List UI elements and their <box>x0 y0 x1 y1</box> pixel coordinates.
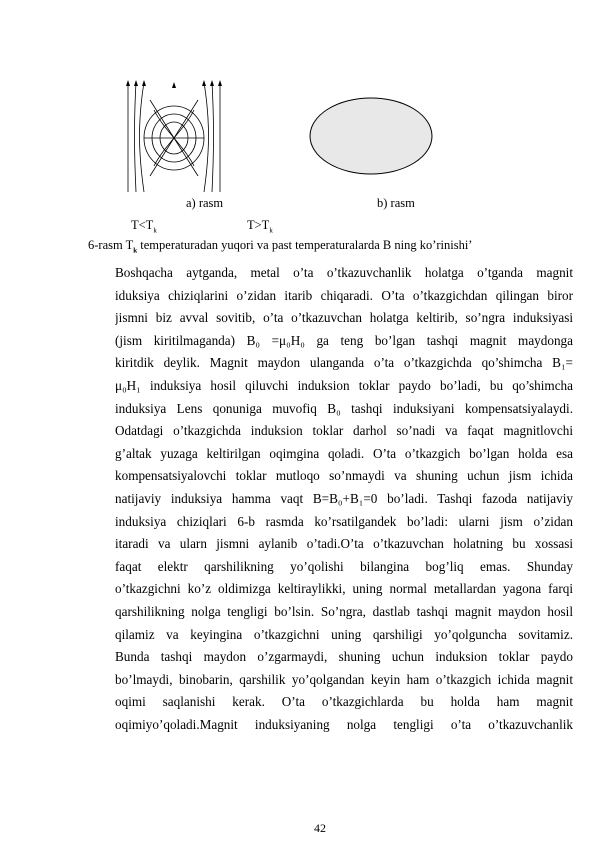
body-line: μ₀H₁ induksiya hosil qiluvchi induksion toklar paydo bo’ladi, bu qo’shimcha <box>115 377 573 393</box>
body-line: Bunda tashqi maydon o’zgarmaydi, shuning uchun induksion toklar paydo <box>115 649 573 665</box>
body-line: natijaviy induksiya hamma vaqt B=B₀+B₁=0 bo’ladi. Tashqi fazoda natijaviy <box>115 490 573 506</box>
figure-a-label: a) rasm <box>186 196 224 210</box>
body-line: o’tkazgichni ko’z oldimizga keltiraylikki, uning normal metallardan yagona farqi <box>115 581 573 597</box>
body-line: induksiya chiziqlari 6-b rasmda ko’rsatilgandek bo’ladi: ularni jism o’zidan <box>115 513 573 529</box>
figure-a-condition: $T<T_k$ <box>131 218 157 235</box>
body-line: Boshqacha aytganda, metal o’ta o’tkazuvchanlik holatga o’tganda magnit <box>115 265 573 280</box>
body-line: kompensatsiyalovchi toklar mutloqo so’nmaydi va shuning uchun jism ichida <box>115 468 573 484</box>
body-line: oqimiyo’qoladi.Magnit induksiyaning nolga tengligi o’ta o’tkazuvchanlik <box>115 716 573 732</box>
figure-b-label: b) rasm <box>377 196 415 210</box>
body-line: qarshilikning nolga tengligi bo’lsin. So’ngra, dastlab tashqi magnit maydon hosil <box>115 603 573 619</box>
body-line: itaradi va ularn jismni aylanib o’tadi.O’ta o’tkazuvchan holatning bu xossasi <box>115 536 573 552</box>
body-line: Odatdagi o’tkazgichda induksion toklar darhol so’nadi va faqat magnitlovchi <box>115 423 573 439</box>
body-line: qilamiz va keyingina o’tkazgichni uning qarshiligi yo’qolguncha sovitamiz. <box>115 626 573 642</box>
body-line: induksiya Lens qonuniga muvofiq B₀ tashqi induksiyani kompensatsiyalaydi. <box>115 400 573 416</box>
figure-b-condition: $T>T_k$ <box>247 218 273 235</box>
body-line: kiritdik deylik. Magnit maydon ulanganda o’ta o’tkazgichda qo’shimcha B₁= <box>115 355 573 371</box>
figure-caption: 6-rasm $T_k$ temperaturadan yuqori va past temperaturalarda B ning ko’rinishi’ <box>88 238 473 255</box>
body-line: iduksiya chiziqlarini o’zidan itarib chiqaradi. O’ta o’tkazgichdan qilingan biror <box>115 287 573 303</box>
body-line: (jism kiritilmaganda) B₀ =μ₀H₀ ga teng bo’lgan tashqi magnit maydonga <box>115 332 573 348</box>
figure-b-superconductor-body <box>308 96 434 176</box>
body-line: jismni biz avval sovitib, o’ta o’tkazuvchan holatga keltirib, so’ngra induksiyasi <box>115 310 573 326</box>
body-line: g’altak yuzaga keltirilgan oqimgina qoladi. O’ta o’tkazgich bo’lgan holda esa <box>115 445 573 461</box>
page-number: 42 <box>314 821 326 835</box>
figure-a-field-lines <box>124 80 224 195</box>
body-text <box>115 262 573 736</box>
body-line: bo’lmaydi, binobarin, qarshilik yo’qolgandan keyin ham o’tkazgich ichida magnit <box>115 671 573 687</box>
body-line: oqimi saqlanishi kerak. O’ta o’tkazgichlarda bu holda ham magnit <box>115 694 573 710</box>
body-line: faqat elektr qarshilikning yo’qolishi bilangina bog’liq emas. Shunday <box>115 558 573 574</box>
